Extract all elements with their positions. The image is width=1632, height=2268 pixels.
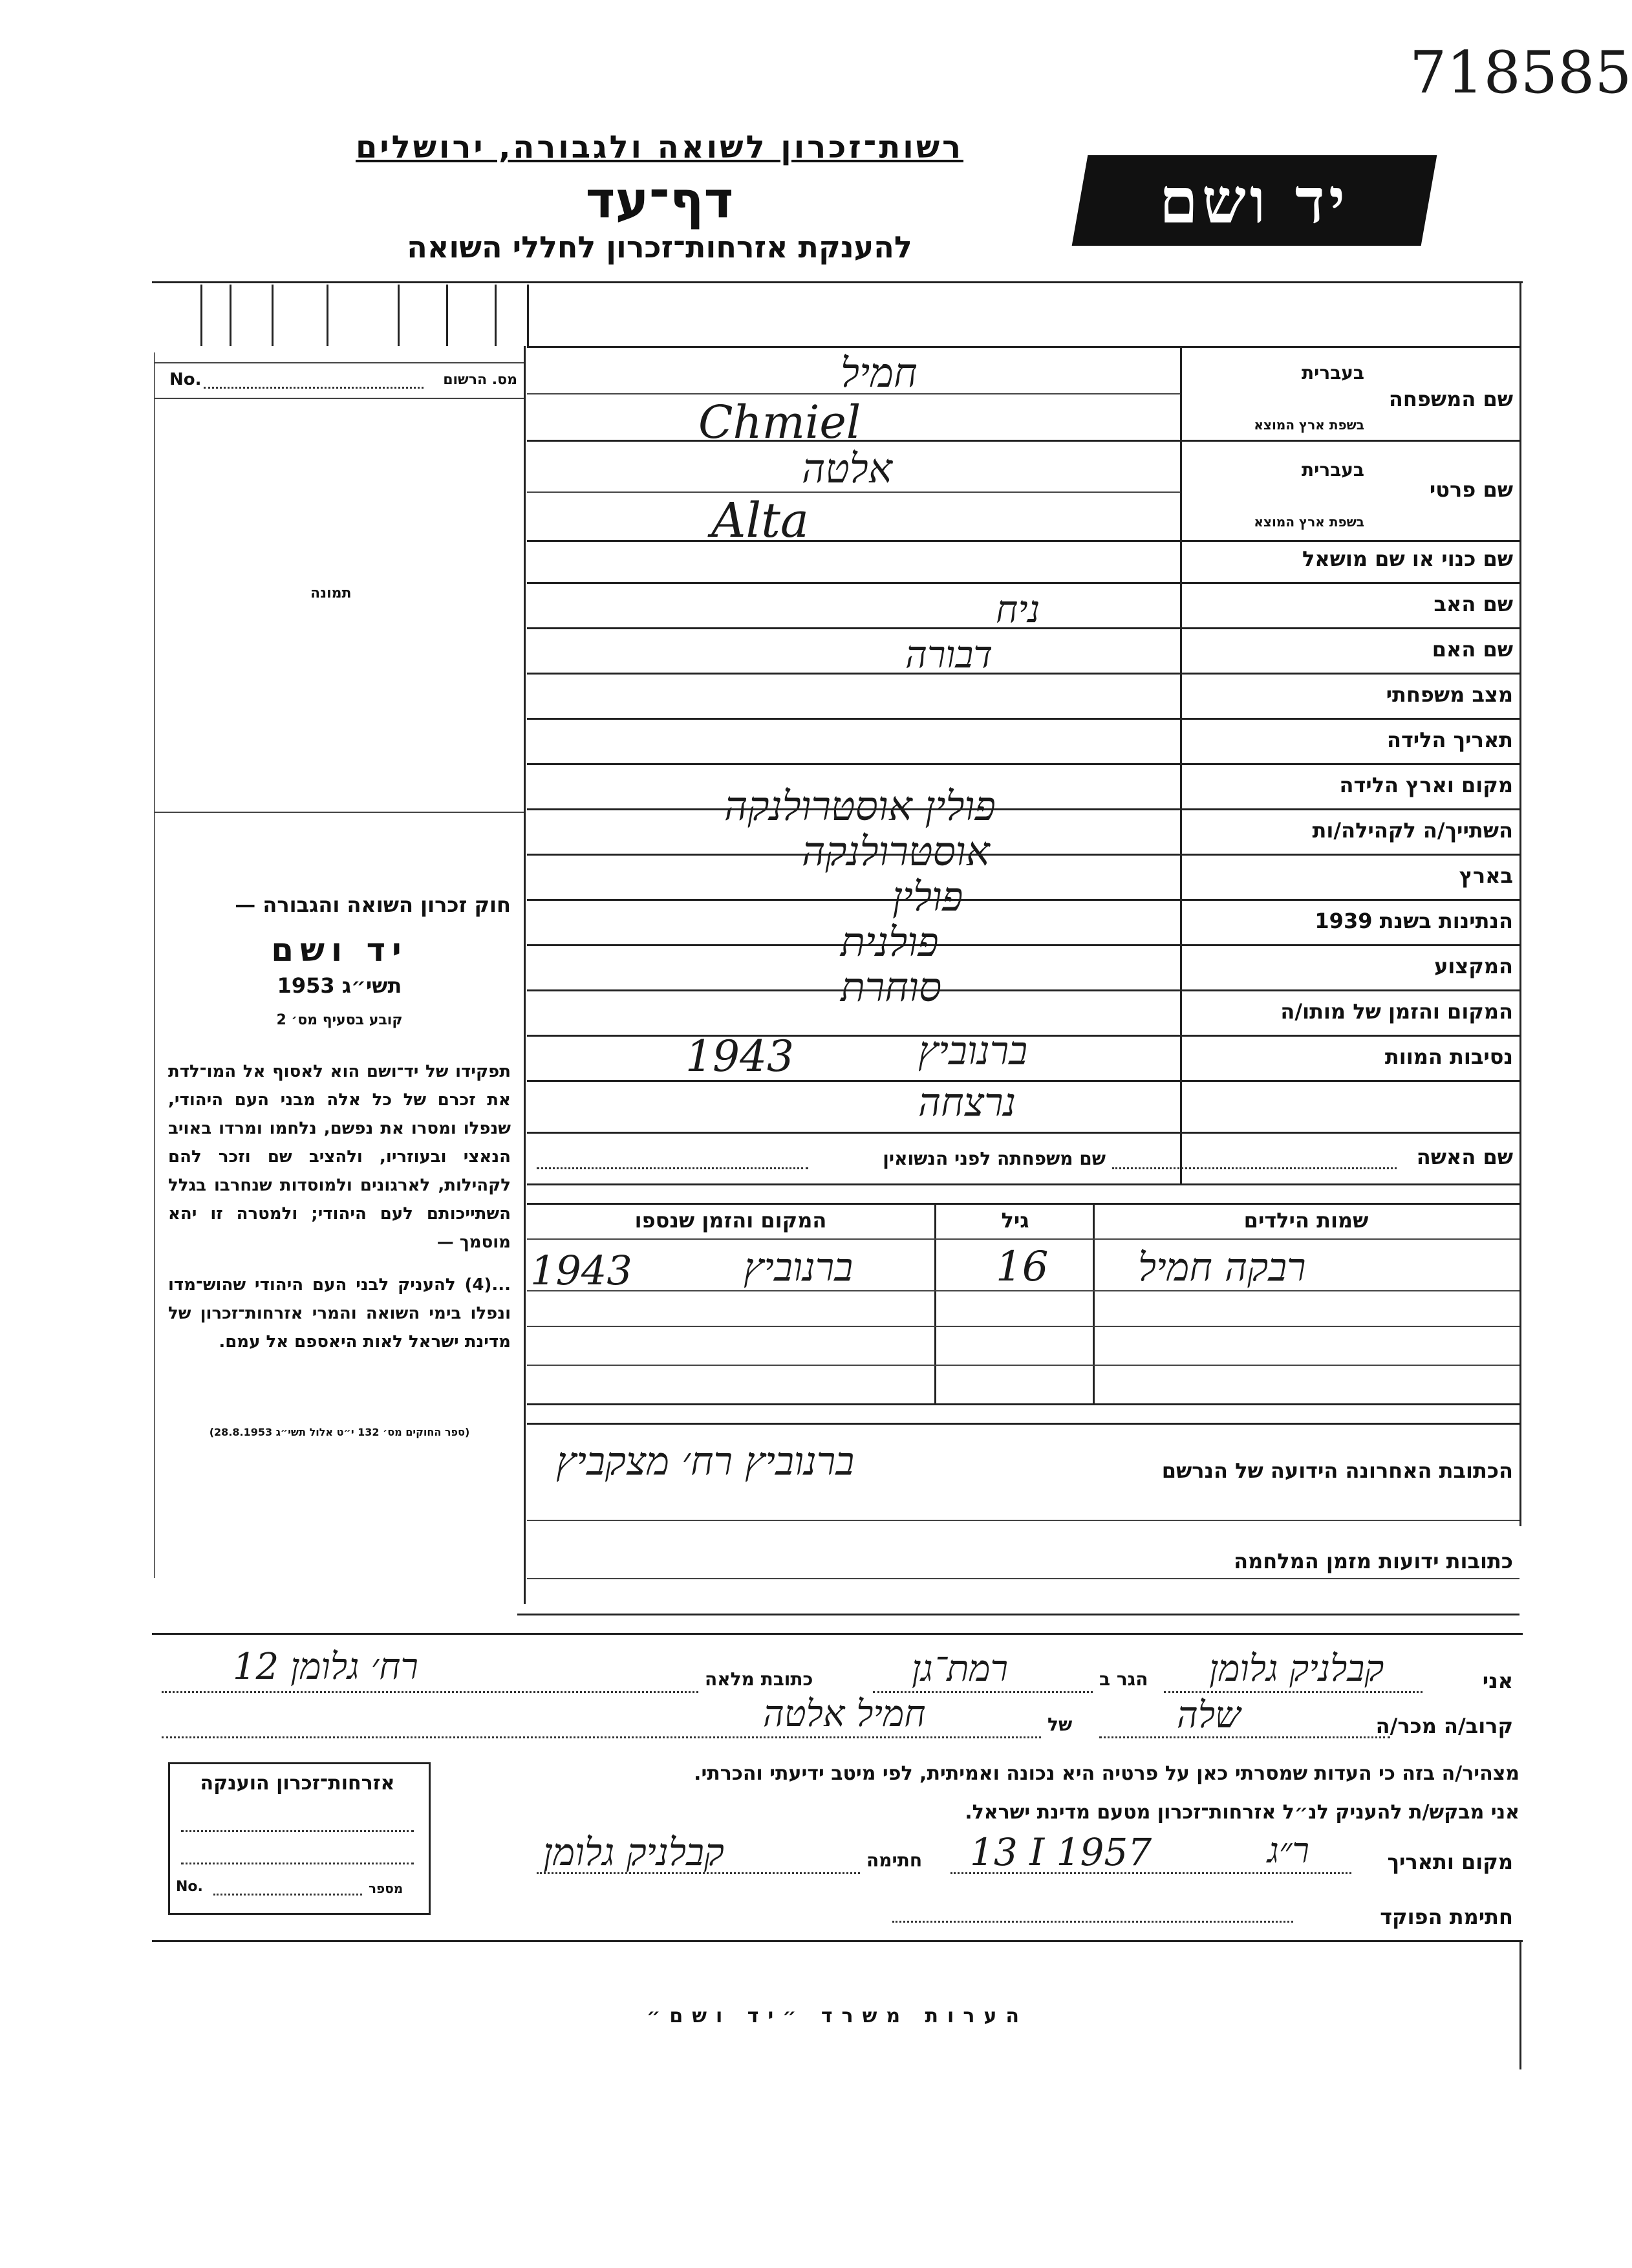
wartime-addresses-label: כתובות ידועות מזמן המלחמה: [1234, 1549, 1513, 1573]
family-name-label: שם המשפחה: [1388, 387, 1513, 411]
reg-number-label: מס. הרשום: [443, 372, 517, 388]
birth-place-value: פולין אוסטרולנקה: [724, 783, 996, 830]
maiden-name-label: שם משפחתה לפני הנשואין: [883, 1148, 1106, 1169]
declaration-statement-1: מצהיר/ה בזה כי העדות שמסרתי כאן על פרטיה היא נכונה ואמיתית, לפי מיטב ידיעתי והכרתי.: [694, 1762, 1519, 1785]
declarant-i-label: אני: [1482, 1669, 1513, 1693]
photo-label: תמונה: [310, 585, 352, 601]
age-header: גיל: [1001, 1208, 1029, 1233]
victim-name-declaration: חמיל אלטה: [763, 1693, 926, 1735]
institution-name: רשות־זכרון לשואה ולגבורה, ירושלים: [355, 129, 964, 166]
law-section: קובע בסעיף מס׳ 2: [276, 1012, 403, 1028]
wife-name-label: שם האשה: [1416, 1145, 1513, 1169]
officer-signature-label: חתימת הפוקד: [1380, 1905, 1513, 1929]
citizenship-number-label: מספר: [369, 1881, 403, 1896]
law-footnote: (ספר החוקים מס׳ 132 י״ט אלול תשי״ג 28.8.1953): [209, 1426, 470, 1438]
children-names-header: שמות הילדים: [1243, 1208, 1369, 1233]
child-death-year: 1943: [530, 1247, 632, 1294]
archive-number: 718585: [1410, 39, 1632, 107]
reg-no-label: No.: [169, 370, 202, 389]
declaration-place: ר״ג: [1267, 1830, 1309, 1871]
first-name-label: שם פרטי: [1429, 477, 1513, 502]
origin-lang-label-2: בשפת ארץ המוצא: [1254, 514, 1364, 530]
mother-name: דבורה: [905, 632, 993, 676]
profession-value: סוחרת: [841, 964, 942, 1011]
death-circumstances-value: נרצחה: [918, 1080, 1016, 1125]
profession-label: המקצוע: [1434, 954, 1513, 978]
law-year: תשי״ג 1953: [277, 973, 402, 998]
form-title: דף־עד: [585, 171, 734, 230]
relation-value: שלה: [1177, 1694, 1241, 1736]
declarant-city: רמת־גן: [912, 1648, 1009, 1690]
birth-date-label: תאריך הלידה: [1386, 728, 1513, 752]
full-address-label: כתובת מלאה: [705, 1669, 813, 1690]
last-address-label: הכתובת האחרונה הידועה של הנרשם: [1161, 1458, 1513, 1483]
death-year-value: 1943: [685, 1031, 794, 1081]
child-age: 16: [996, 1243, 1049, 1291]
birth-place-label: מקום וארץ הלידה: [1339, 773, 1513, 797]
family-name-hebrew: חמיל: [841, 349, 918, 396]
last-address-value: ברנוביץ רח׳ מצקביץ: [556, 1439, 855, 1484]
child-name: רבקה חמיל: [1138, 1245, 1306, 1290]
place-date-label: מקום ותאריך: [1387, 1850, 1513, 1874]
country-label: בארץ: [1459, 863, 1513, 888]
resides-in-label: הגר ב: [1099, 1669, 1148, 1690]
relation-label: קרוב/ה מכר/ה: [1375, 1714, 1513, 1738]
citizenship-value: פולנית: [841, 918, 939, 966]
marital-label: מצב משפחתי: [1386, 682, 1513, 707]
family-name-origin: Chmiel: [698, 396, 861, 449]
citizenship-label: הנתינות בשנת 1939: [1315, 909, 1513, 933]
father-name: ניח: [996, 587, 1040, 631]
declaration-statement-2: אני מבקש/ת להעניק לנ״ל אזרחות־זכרון מטעם מדינת ישראל.: [965, 1801, 1519, 1824]
declaration-date: 13 I 1957: [970, 1830, 1152, 1874]
first-name-hebrew: אלטה: [802, 445, 892, 492]
citizenship-no-label: No.: [176, 1879, 203, 1895]
community-label: השתייך/ה לקהילה/ות: [1312, 818, 1513, 843]
declarant-name: קבלניק גלומן: [1209, 1648, 1384, 1690]
declarant-signature: קבלניק גלומן: [543, 1830, 724, 1874]
declarant-address: רח׳ גלומן 12: [233, 1646, 418, 1688]
mother-label: שם האם: [1432, 637, 1513, 662]
community-value: אוסטרולנקה: [802, 828, 990, 875]
first-name-origin: Alta: [711, 493, 809, 548]
origin-lang-label-1: בשפת ארץ המוצא: [1254, 417, 1364, 433]
signature-label: חתימה: [866, 1850, 923, 1871]
place-time-perished-header: המקום והזמן שנספו: [634, 1208, 827, 1233]
child-death-place: ברנוביץ: [744, 1245, 854, 1290]
form-subtitle: להענקת אזרחות־זכרון לחללי השואה: [407, 230, 912, 265]
nickname-label: שם כנוי או שם מושאל: [1302, 546, 1513, 571]
father-label: שם האב: [1433, 592, 1513, 616]
of-label: של: [1047, 1714, 1073, 1735]
law-paragraph-1: תפקידו של יד־ושם הוא לאסוף אל המו־לדת את זכרם של כל אלה מבני העם היהודי, שנפלו ומסרו את נפשם, נלחמו ומרדו באויב הנאצי ובעוזריו, ולהציב שם וזכר להם לקהילות, לארגונים ולמוסדות שנחרבו בגלל השתייכותם לעם היהודי; ולמטרה זו יהא מוסמך —: [168, 1062, 511, 1252]
death-place-value: ברנוביץ: [918, 1028, 1028, 1074]
law-paragraph-2: ...(4) להעניק לבני העם היהודי שהוש־מדו ונפלו בימי השואה והמרי אזרחות־זכרון של מדינת ישראל לאות היאספם אל עמם.: [168, 1275, 511, 1352]
law-name: יד ושם: [271, 931, 408, 969]
citizenship-granted-title: אזרחות־זכרון הוענקה: [200, 1772, 395, 1795]
hebrew-label-1: בעברית: [1301, 362, 1364, 383]
office-notes-label: הערות משרד ״יד ושם״: [647, 2005, 1028, 2027]
death-circumstances-label: נסיבות המוות: [1384, 1044, 1513, 1069]
yad-vashem-logo: יד ושם: [1072, 155, 1437, 246]
hebrew-label-2: בעברית: [1301, 459, 1364, 481]
death-place-time-label: המקום והזמן של מותו/ה: [1280, 999, 1513, 1024]
country-value: פולין: [892, 873, 963, 920]
law-title: חוק זכרון השואה והגבורה —: [235, 892, 511, 917]
